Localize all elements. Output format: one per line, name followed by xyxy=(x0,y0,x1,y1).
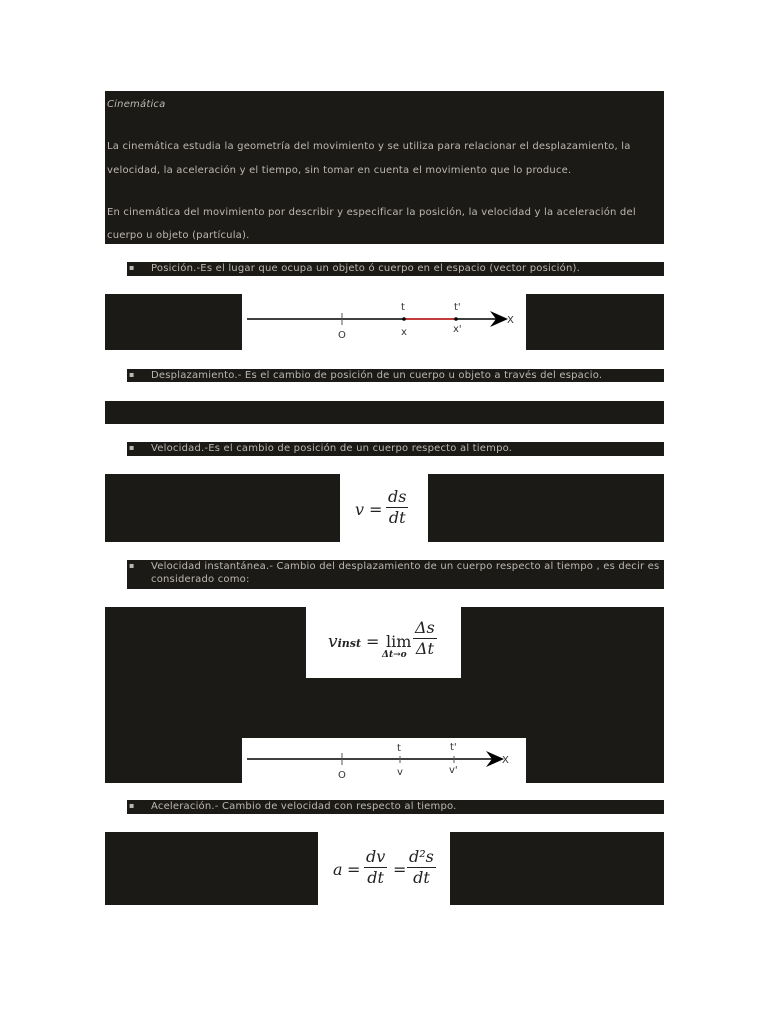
fraction-denominator: Δt xyxy=(415,639,434,658)
velocity-v-label: v xyxy=(397,767,403,778)
position-x-label: x xyxy=(401,327,407,338)
axis-x-label: X xyxy=(502,755,509,766)
origin-label: O xyxy=(338,770,346,781)
d2s-dt-fraction xyxy=(407,847,436,888)
axis-x-label: X xyxy=(507,315,514,326)
time-t2-label: t' xyxy=(454,302,461,313)
bullet-instantanea-line-1: Velocidad instantánea.- Cambio del desplazamiento de un cuerpo respecto al tiempo , es decir es xyxy=(151,561,660,572)
inst-fraction xyxy=(413,618,437,659)
velocity-subscript: inst xyxy=(337,637,362,650)
fraction-denominator: dt xyxy=(413,868,430,887)
bullet-velocidad: Velocidad.-Es el cambio de posición de un cuerpo respecto al tiempo. xyxy=(151,443,513,454)
inst-right-block xyxy=(526,607,664,783)
fraction-denominator: dt xyxy=(388,508,406,527)
limit-subscript: Δt→o xyxy=(382,650,407,660)
accel-eq-left-block xyxy=(105,832,318,905)
velocity-v: v xyxy=(328,632,338,652)
bullet-square-icon: ▪ xyxy=(129,801,135,810)
section-title: Cinemática xyxy=(107,99,166,110)
desplazamiento-block xyxy=(105,401,664,424)
fraction-numerator: d²s xyxy=(409,847,434,866)
position-x2-label: x' xyxy=(453,324,462,335)
time-t-label: t xyxy=(401,302,405,313)
velocity-axis-diagram xyxy=(242,738,526,783)
bullet-desplazamiento: Desplazamiento.- Es el cambio de posición de un cuerpo u objeto a través del espacio. xyxy=(151,370,603,381)
equals-sign: = xyxy=(369,500,383,519)
diagram1-left-block xyxy=(105,294,242,350)
acceleration-symbol: a xyxy=(333,860,343,879)
fraction-numerator: Δs xyxy=(415,618,435,637)
equals-sign-2: = xyxy=(393,860,407,879)
bullet-square-icon: ▪ xyxy=(129,443,135,452)
inst-velocity-symbol xyxy=(328,632,361,652)
velocity-v2-label: v' xyxy=(449,765,458,776)
position-axis-diagram xyxy=(242,294,526,350)
velocity-eq-left-block xyxy=(105,474,340,542)
bullet-square-icon: ▪ xyxy=(129,370,135,379)
diagram1-right-block xyxy=(526,294,664,350)
limit-operator: lim xyxy=(386,632,412,651)
intro-paragraph-1-line-2: velocidad, la aceleración y el tiempo, sin tomar en cuenta el movimiento que lo produce. xyxy=(107,165,572,176)
bullet-square-icon: ▪ xyxy=(129,561,135,570)
bullet-instantanea-line-2: considerado como: xyxy=(151,574,250,585)
fraction-denominator: dt xyxy=(367,868,384,887)
dv-dt-fraction xyxy=(364,847,387,888)
equals-sign: = xyxy=(366,632,380,651)
fraction-numerator: dv xyxy=(366,847,386,866)
time-t-label: t xyxy=(397,743,401,754)
accel-eq-right-block xyxy=(450,832,664,905)
intro-paragraph-2-line-1: En cinemática del movimiento por describir y especificar la posición, la velocidad y la aceleración del xyxy=(107,207,636,218)
point-x2-dot xyxy=(454,317,458,321)
point-x-dot xyxy=(402,317,406,321)
intro-paragraph-2-line-2: cuerpo u objeto (partícula). xyxy=(107,230,250,241)
time-t2-label: t' xyxy=(450,742,457,753)
equals-sign-1: = xyxy=(347,860,361,879)
inst-left-block xyxy=(105,607,242,783)
velocity-symbol: v xyxy=(355,500,365,519)
bullet-aceleracion: Aceleración.- Cambio de velocidad con respecto al tiempo. xyxy=(151,801,457,812)
intro-paragraph-1-line-1: La cinemática estudia la geometría del movimiento y se utiliza para relacionar el desplazamiento, la xyxy=(107,141,631,152)
origin-label: O xyxy=(338,330,346,341)
fraction-numerator: ds xyxy=(388,487,407,506)
bullet-square-icon: ▪ xyxy=(129,263,135,272)
velocity-fraction xyxy=(386,487,408,528)
bullet-posicion: Posición.-Es el lugar que ocupa un objeto ó cuerpo en el espacio (vector posición). xyxy=(151,263,580,274)
velocity-eq-right-block xyxy=(428,474,664,542)
